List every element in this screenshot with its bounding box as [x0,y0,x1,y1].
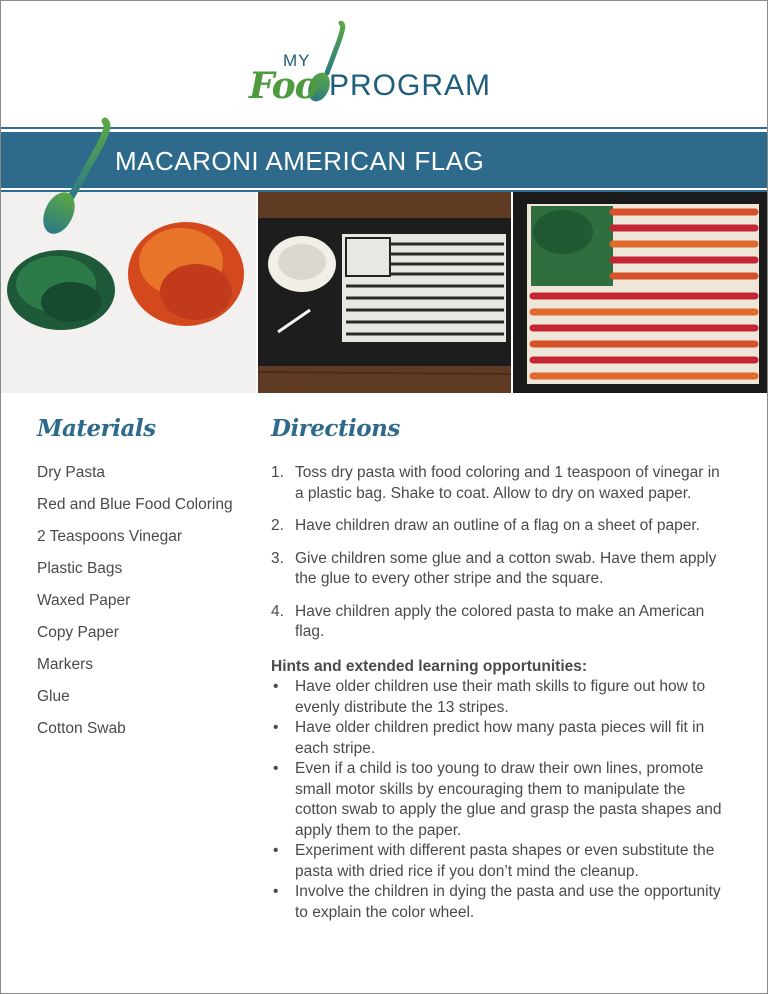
hints-list [271,677,731,923]
material-item: Dry Pasta [37,464,106,481]
title-banner [1,132,767,188]
hint-text: Have older children predict how many pasta pieces will fit in each stripe. [295,719,705,757]
hint-item [271,882,731,923]
material-item: Markers [37,656,93,673]
bullet-icon: • [273,883,279,900]
directions-section [271,463,731,923]
hint-item [271,677,731,718]
material-item: Red and Blue Food Coloring [37,496,233,513]
hint-item [271,759,731,841]
material-item: Cotton Swab [37,720,126,737]
flag-outline-drawing-with-glue-and-cotton-swab-photo [258,192,511,393]
photo-strip [1,192,767,393]
direction-step [271,549,731,590]
bullet-icon: • [273,842,279,859]
finished-macaroni-flag-photo [513,192,767,393]
logo-my-text: MY [283,51,311,70]
step-number: 3. [271,549,284,567]
direction-step [271,463,731,504]
material-item: 2 Teaspoons Vinegar [37,528,183,545]
step-text: Have children apply the colored pasta to make an American flag. [295,602,705,640]
material-item: Glue [37,688,70,705]
hint-text: Experiment with different pasta shapes or even substitute the pasta with dried rice if you don’t mind the cleanup. [295,842,715,880]
materials-list [37,463,257,751]
bullet-icon: • [273,678,279,695]
logo-food-text: Foo [249,65,318,107]
step-number: 2. [271,517,284,534]
material-item: Plastic Bags [37,560,123,577]
my-food-program-logo [249,21,529,105]
direction-step [271,602,731,643]
bullet-icon: • [273,719,279,736]
hint-item [271,841,731,882]
logo-program-text: PROGRAM [329,69,492,102]
bullet-icon: • [273,760,279,777]
material-item: Copy Paper [37,624,119,641]
material-item: Waxed Paper [37,592,131,609]
banner-top-rule [1,127,767,129]
step-number: 4. [271,602,284,620]
hint-text: Have older children use their math skills to figure out how to evenly distribute the 13 stripes. [295,678,706,716]
direction-step [271,516,731,537]
hint-text: Even if a child is too young to draw their own lines, promote small motor skills by encouraging them to manipulate the cotton swab to apply the glue and grasp the pasta shapes and apply them to the paper. [295,760,722,839]
step-text: Have children draw an outline of a flag on a sheet of paper. [295,517,700,534]
hints-title: Hints and extended learning opportunities: [271,657,588,675]
hint-item [271,718,731,759]
step-text: Give children some glue and a cotton swab. Have them apply the glue to every other stripe and the square. [295,549,717,587]
step-number: 1. [271,464,284,481]
directions-heading: Directions [271,415,400,442]
decorative-spoon-icon [37,117,113,239]
page-title: MACARONI AMERICAN FLAG [115,146,485,176]
step-text: Toss dry pasta with food coloring and 1 teaspoon of vinegar in a plastic bag. Shake to coat. Allow to dry on waxed paper. [295,464,720,502]
hint-text: Involve the children in dying the pasta and use the opportunity to explain the color wheel. [295,883,721,921]
materials-heading: Materials [37,415,156,442]
directions-steps [271,463,731,643]
